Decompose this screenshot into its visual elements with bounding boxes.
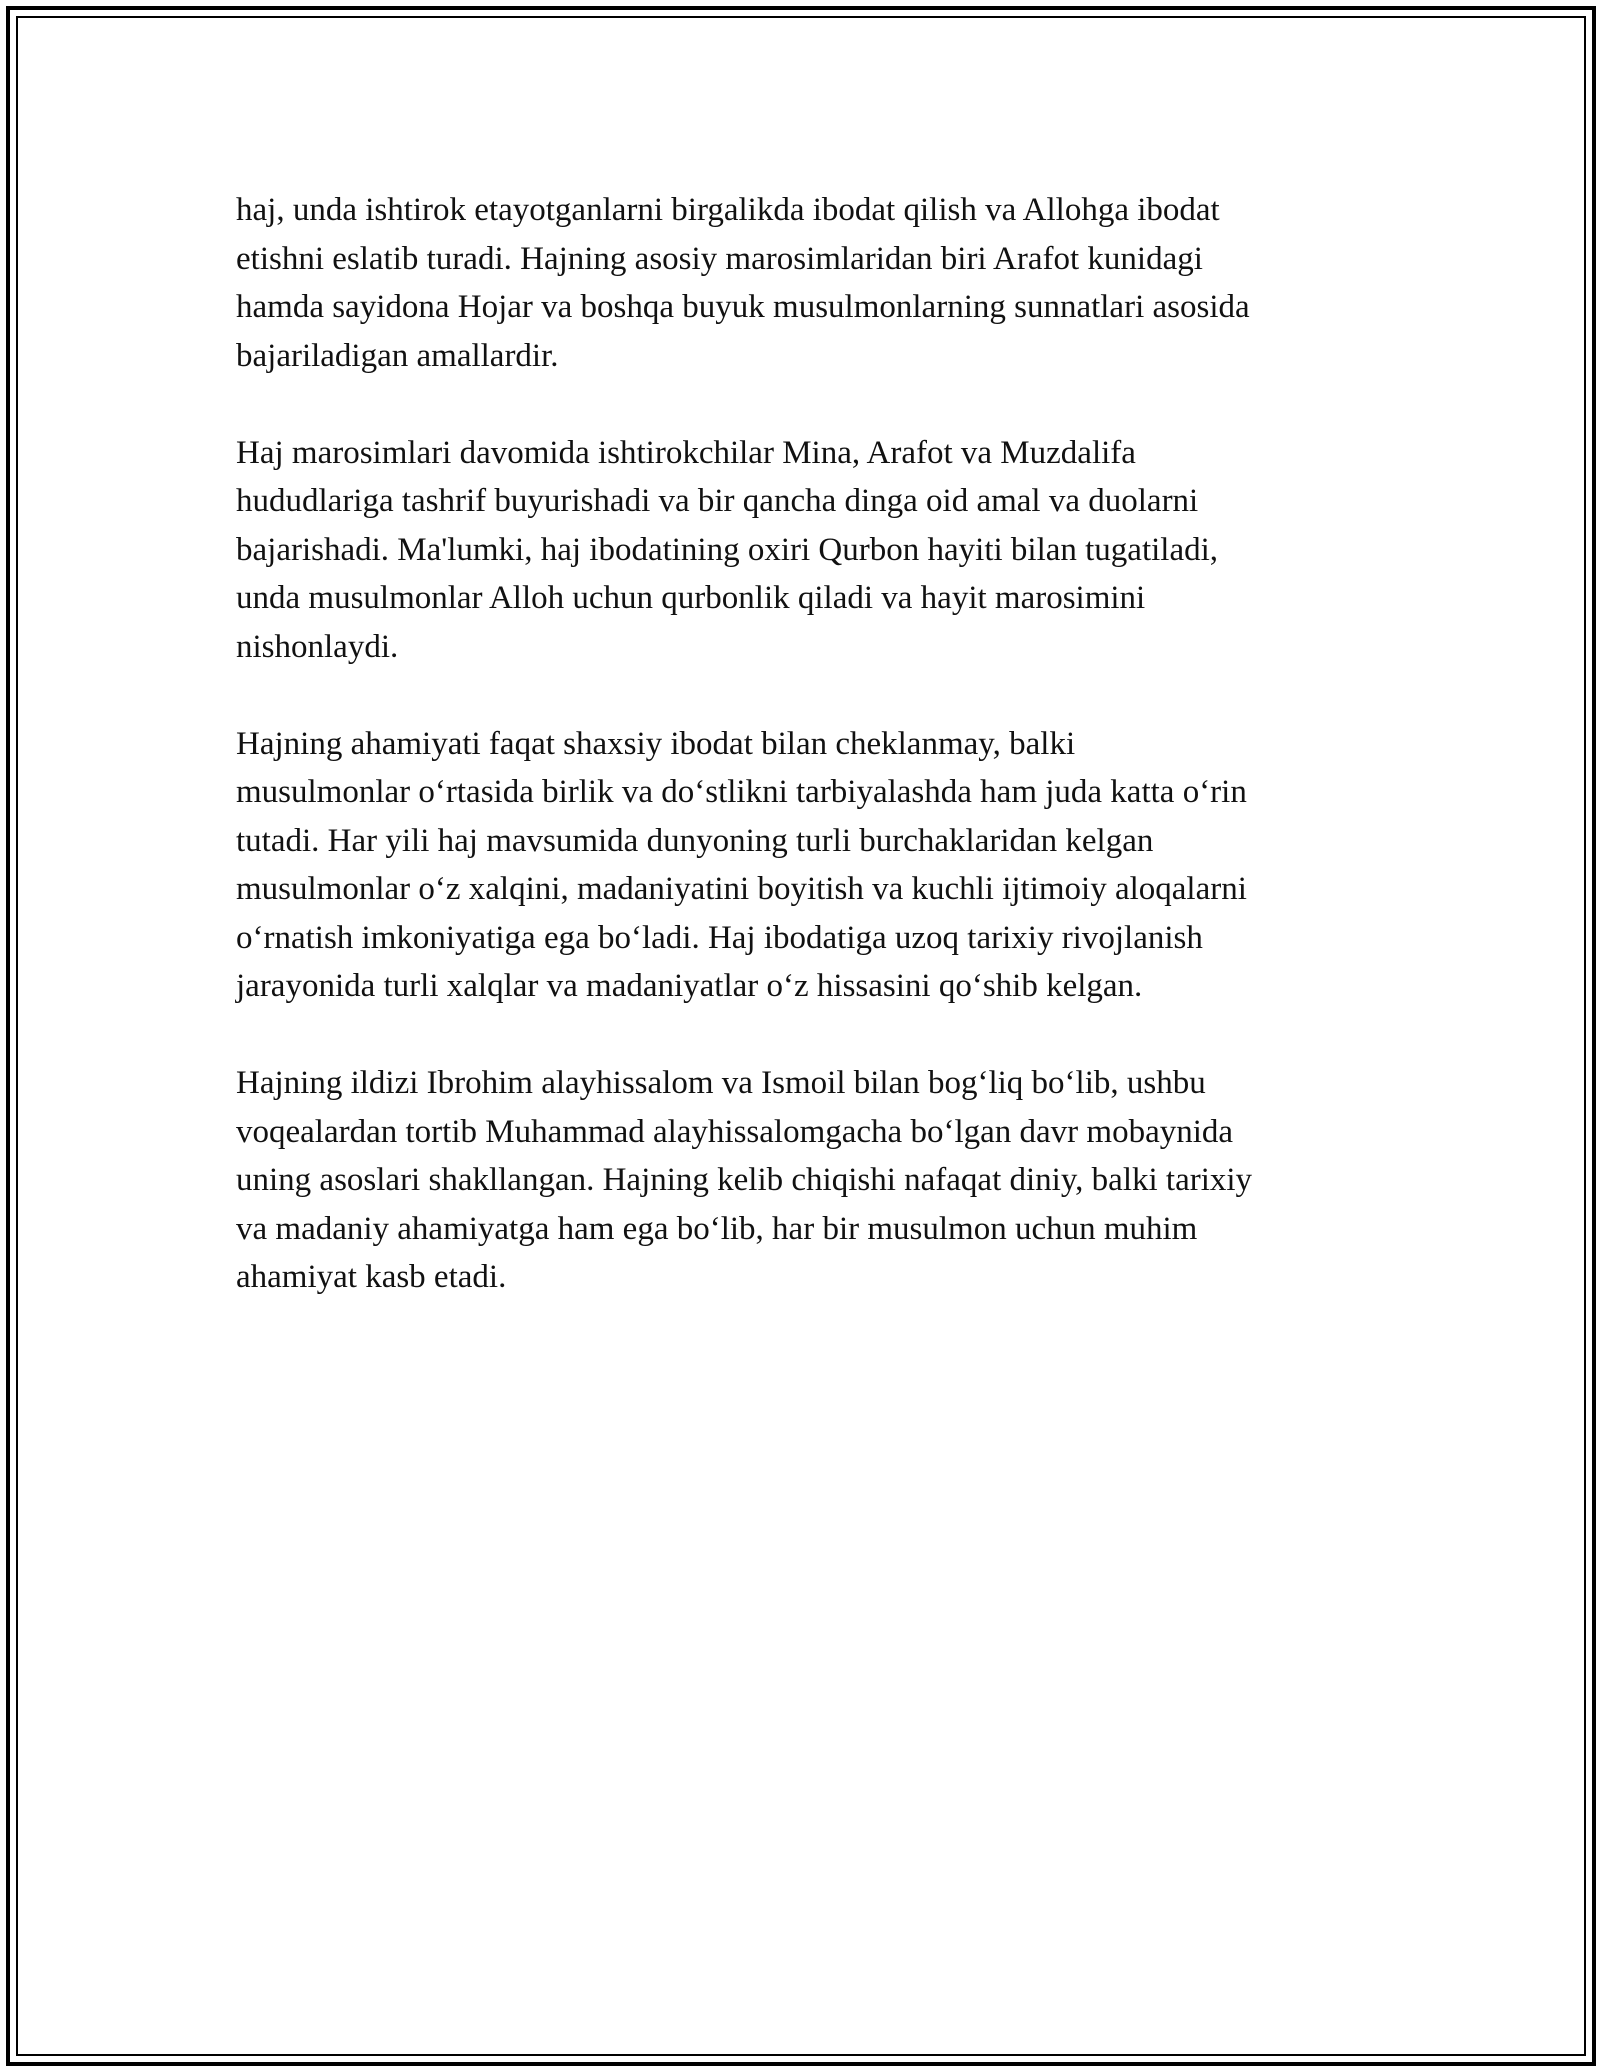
paragraph-line: Hajning ildizi Ibrohim alayhissalom va Ismoil bilan bog‘liq bo‘lib, ushbu [236,1065,1206,1101]
paragraph-4 [236,1059,1376,1302]
paragraph-line: va madaniy ahamiyatga ham ega bo‘lib, har bir musulmon uchun muhim [236,1210,1198,1247]
paragraph-line: etishni eslatib turadi. Hajning asosiy marosimlaridan biri Arafot kunidagi [236,240,1203,277]
paragraph-line: hududlariga tashrif buyurishadi va bir qancha dinga oid amal va duolarni [236,483,1199,519]
paragraph-line: musulmonlar o‘z xalqini, madaniyatini boyitish va kuchli ijtimoiy aloqalarni [236,871,1247,907]
paragraph-line: Hajning ahamiyati faqat shaxsiy ibodat bilan cheklanmay, balki [236,725,1076,762]
paragraph-1 [236,186,1376,380]
paragraph-3 [236,720,1376,1011]
paragraph-line: haj, unda ishtirok etayotganlarni birgalikda ibodat qilish va Allohga ibodat [236,192,1220,228]
paragraph-line: ahamiyat kasb etadi. [236,1259,507,1295]
paragraph-line: jarayonida turli xalqlar va madaniyatlar o‘z hissasini qo‘shib kelgan. [236,968,1143,1004]
paragraph-line: hamda sayidona Hojar va boshqa buyuk musulmonlarning sunnatlari asosida [236,289,1250,325]
paragraph-line: tutadi. Har yili haj mavsumida dunyoning turli burchaklaridan kelgan [236,822,1154,859]
paragraph-line: bajariladigan amallardir. [236,337,559,374]
document-body [236,186,1376,1350]
paragraph-line: musulmonlar o‘rtasida birlik va do‘stlikni tarbiyalashda ham juda katta o‘rin [236,774,1247,810]
paragraph-line: voqealardan tortib Muhammad alayhissalomgacha bo‘lgan davr mobaynida [236,1113,1234,1150]
paragraph-line: Haj marosimlari davomida ishtirokchilar Mina, Arafot va Muzdalifa [236,434,1136,471]
paragraph-line: unda musulmonlar Alloh uchun qurbonlik qiladi va hayit marosimini [236,580,1146,616]
paragraph-line: bajarishadi. Ma'lumki, haj ibodatining oxiri Qurbon hayiti bilan tugatiladi, [236,531,1219,568]
paragraph-line: uning asoslari shakllangan. Hajning kelib chiqishi nafaqat diniy, balki tarixiy [236,1162,1253,1198]
paragraph-line: o‘rnatish imkoniyatiga ega bo‘ladi. Haj ibodatiga uzoq tarixiy rivojlanish [236,919,1203,956]
paragraph-line: nishonlaydi. [236,628,399,665]
paragraph-2 [236,429,1376,672]
